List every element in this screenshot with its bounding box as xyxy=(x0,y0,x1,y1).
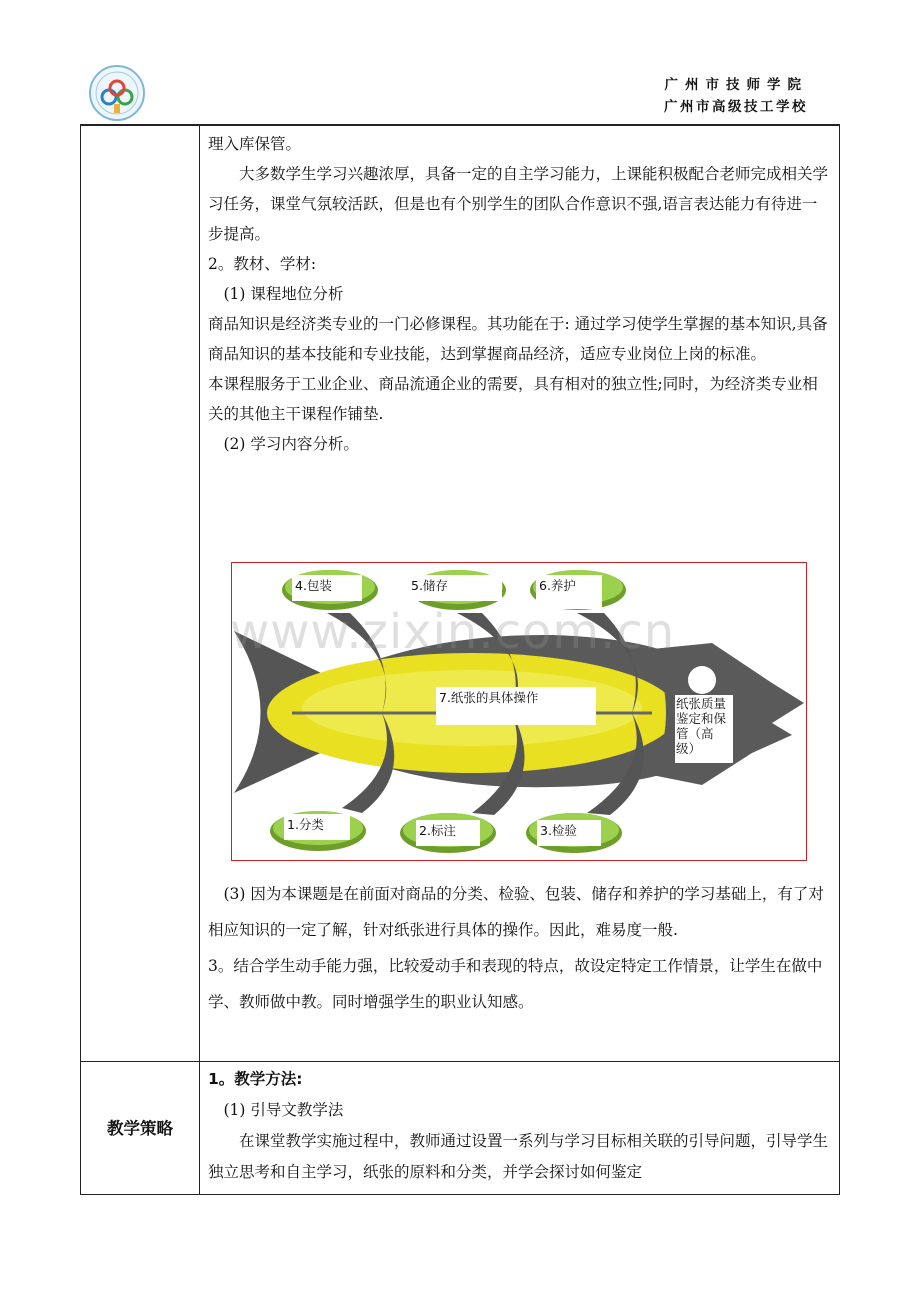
analysis-section xyxy=(208,129,832,459)
paragraph: (3) 因为本课题是在前面对商品的分类、检验、包装、储存和养护的学习基础上，有了对相应知识的一定了解，针对纸张进行具体的操作。因此，难易度一般. xyxy=(208,885,824,939)
paragraph: (1) 引导文教学法 xyxy=(223,1101,344,1119)
paragraph: 在课堂教学实施过程中，教师通过设置一系列与学习目标相关联的引导问题，引导学生独立思考和自主学习，纸张的原料和分类，并学会探讨如何鉴定 xyxy=(208,1132,829,1181)
school-logo-icon xyxy=(88,64,146,122)
paragraph: 大多数学生学习兴趣浓厚，具备一定的自主学习能力，上课能积极配合老师完成相关学习任务，课堂气氛较活跃，但是也有个别学生的团队合作意识不强,语言表达能力有待进一步提高。 xyxy=(208,165,829,243)
paragraph-heading: 1。教学方法: xyxy=(208,1070,303,1088)
teaching-strategy-label: 教学策略 xyxy=(107,1119,173,1138)
label-storage: 5.储存 xyxy=(408,575,502,601)
page-header xyxy=(80,60,840,124)
row-divider xyxy=(81,1061,839,1062)
column-divider xyxy=(199,125,200,1194)
label-marking: 2.标注 xyxy=(416,820,480,846)
label-maintenance: 6.养护 xyxy=(536,575,602,609)
label-head: 纸张质量鉴定和保管（高级） xyxy=(675,695,733,763)
paragraph: (2) 学习内容分析。 xyxy=(223,435,359,453)
paragraph: 3。结合学生动手能力强，比较爱动手和表现的特点，故设定特定工作情景，让学生在做中学、教师做中教。同时增强学生的职业认知感。 xyxy=(208,957,823,1011)
label-packaging: 4.包装 xyxy=(292,575,362,601)
paragraph: 理入库保管。 xyxy=(208,135,302,153)
label-inspection: 3.检验 xyxy=(537,820,601,846)
fish-eye xyxy=(688,666,716,694)
strategy-section xyxy=(208,1064,832,1188)
paragraph: 商品知识是经济类专业的一门必修课程。其功能在于: 通过学习使学生掌握的基本知识,具备商品知识的基本技能和专业技能，达到掌握商品经济，适应专业岗位上岗的标准。 xyxy=(208,315,828,363)
label-operation: 7.纸张的具体操作 xyxy=(436,687,596,725)
school-name xyxy=(664,74,808,118)
school-name-line2: 广州市高级技工学校 xyxy=(664,99,808,115)
paragraph: (1) 课程地位分析 xyxy=(223,285,344,303)
school-name-line1: 广州市技师学院 xyxy=(664,77,808,93)
difficulty-section xyxy=(208,876,832,1020)
paragraph: 本课程服务于工业企业、商品流通企业的需要，具有相对的独立性;同时，为经济类专业相关的其他主干课程作铺垫. xyxy=(208,375,818,423)
label-classification: 1.分类 xyxy=(284,814,350,840)
watermark-text: www.zixin.com.cn xyxy=(230,604,676,660)
paragraph: 2。教材、学材: xyxy=(208,255,317,273)
